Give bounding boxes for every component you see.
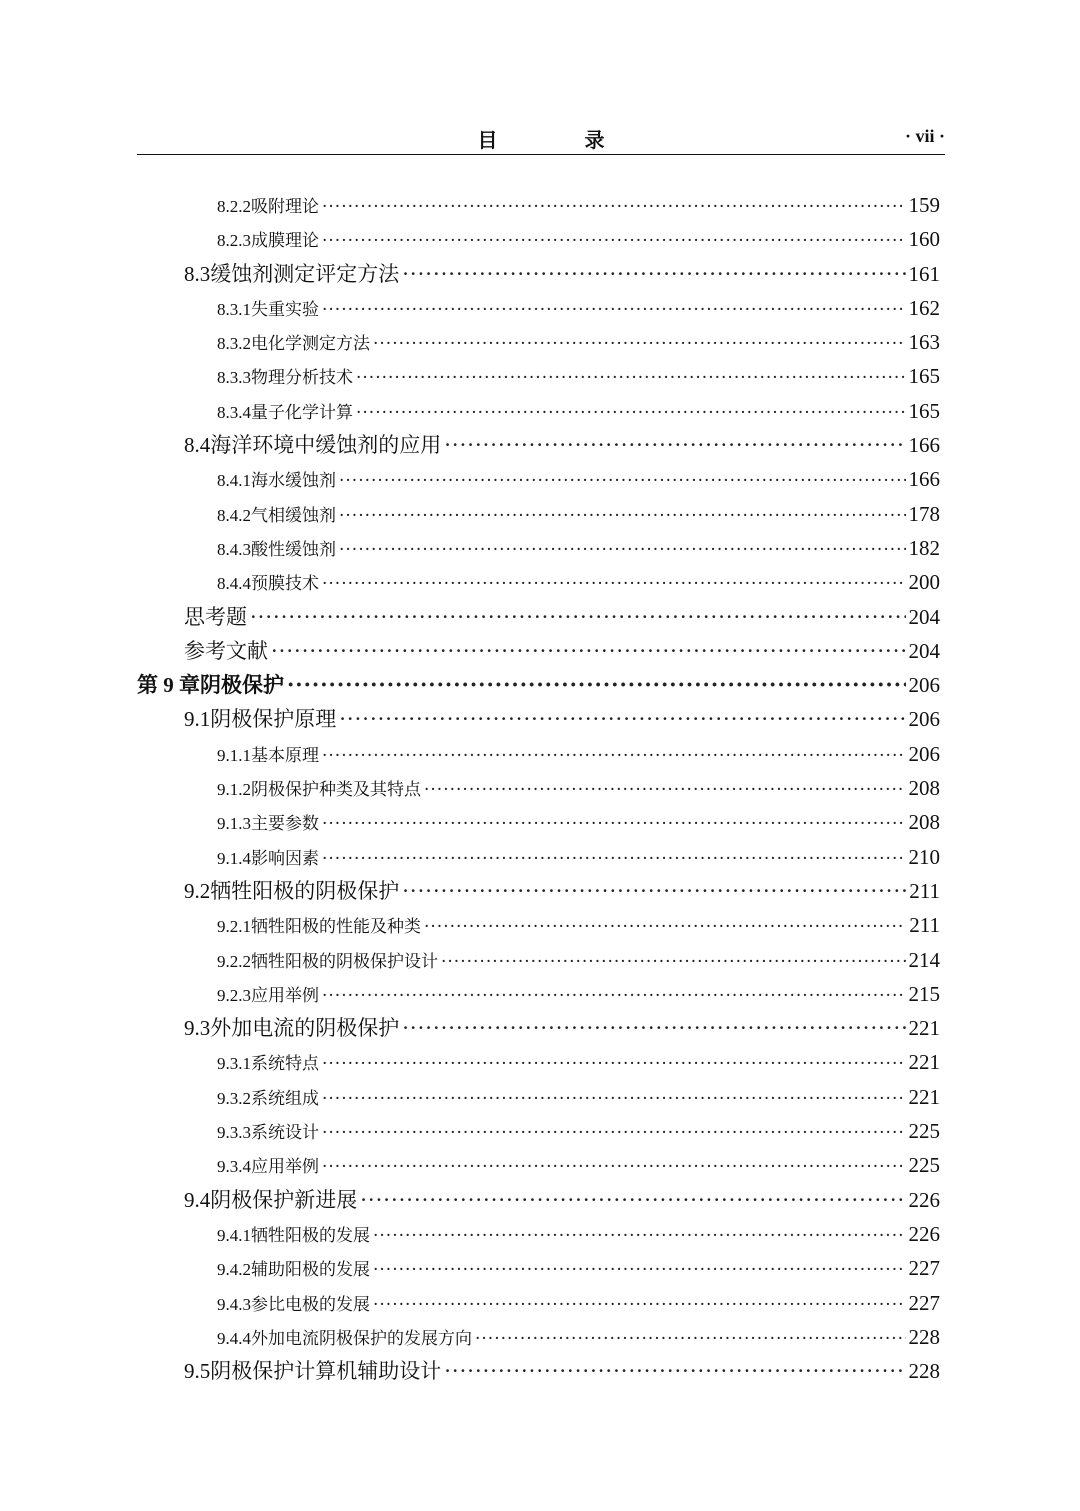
toc-entry-page: 227 bbox=[908, 1256, 940, 1281]
toc-entry[interactable] bbox=[137, 428, 940, 462]
toc-entry[interactable] bbox=[137, 1080, 940, 1114]
toc-entry-title: 参考文献 bbox=[184, 638, 268, 663]
header-title: 目 录 bbox=[477, 128, 645, 152]
toc-entry-number: 9.1.1 bbox=[217, 745, 251, 765]
toc-entry[interactable] bbox=[137, 1286, 940, 1320]
toc-leader-dots bbox=[360, 1183, 905, 1217]
toc-leader-dots bbox=[322, 1047, 906, 1081]
toc-entry-page: 178 bbox=[908, 501, 940, 526]
toc-entry[interactable] bbox=[137, 325, 940, 359]
toc-entry-title: 影响因素 bbox=[251, 848, 319, 869]
header-page-number: · vii · bbox=[904, 126, 945, 146]
toc-leader-dots bbox=[250, 600, 906, 634]
toc-entry-number: 9.4.3 bbox=[217, 1294, 251, 1314]
toc-entry-title: 酸性缓蚀剂 bbox=[251, 539, 336, 560]
toc-entry-number: 9.2 bbox=[184, 878, 211, 903]
toc-entry-number: 9.2.1 bbox=[217, 917, 251, 937]
toc-entry[interactable] bbox=[137, 497, 940, 531]
toc-leader-dots bbox=[322, 224, 906, 258]
toc-entry[interactable] bbox=[137, 291, 940, 325]
toc-entry[interactable] bbox=[137, 1320, 940, 1354]
toc-entry-number: 9.4.2 bbox=[217, 1260, 251, 1280]
toc-entry-title: 牺牲阳极的发展 bbox=[251, 1225, 370, 1246]
toc-entry-number: 9.1.3 bbox=[217, 814, 251, 834]
toc-entry-page: 225 bbox=[908, 1153, 940, 1178]
toc-entry-title: 主要参数 bbox=[251, 814, 319, 835]
toc-leader-dots bbox=[402, 874, 906, 908]
toc-entry-number: 8.4 bbox=[184, 433, 211, 458]
toc-entry-page: 221 bbox=[908, 1016, 940, 1041]
toc-entry-number: 8.4.3 bbox=[217, 539, 251, 559]
toc-entry[interactable] bbox=[137, 702, 940, 736]
toc-entry-page: 211 bbox=[909, 913, 940, 938]
toc-entry-page: 161 bbox=[908, 261, 940, 286]
toc-leader-dots bbox=[424, 910, 906, 944]
toc-entry[interactable] bbox=[137, 1114, 940, 1148]
toc-entry-title: 外加电流的阴极保护 bbox=[210, 1016, 400, 1041]
toc-entry-page: 227 bbox=[908, 1290, 940, 1315]
toc-entry-page: 165 bbox=[908, 398, 940, 423]
toc-entry-page: 182 bbox=[908, 535, 940, 560]
toc-entry-title: 成膜理论 bbox=[251, 231, 319, 252]
toc-entry[interactable] bbox=[137, 908, 940, 942]
toc-leader-dots bbox=[373, 1253, 906, 1287]
toc-entry-page: 208 bbox=[908, 776, 940, 801]
toc-leader-dots bbox=[322, 739, 906, 773]
toc-entry[interactable] bbox=[137, 1183, 940, 1217]
toc-entry-page: 162 bbox=[908, 295, 940, 320]
toc-entry-page: 228 bbox=[908, 1359, 940, 1384]
toc-entry-title: 气相缓蚀剂 bbox=[251, 505, 336, 526]
toc-entry-page: 226 bbox=[908, 1187, 940, 1212]
toc-entry-title: 失重实验 bbox=[251, 299, 319, 320]
toc-entry-page: 211 bbox=[909, 878, 940, 903]
toc-leader-dots bbox=[444, 428, 905, 462]
table-of-contents bbox=[137, 188, 940, 1388]
toc-entry-number: 9.1 bbox=[184, 707, 211, 732]
toc-entry-number: 8.3.4 bbox=[217, 402, 251, 422]
toc-entry-number: 第 9 章 bbox=[137, 673, 200, 698]
toc-entry-number: 9.3.2 bbox=[217, 1088, 251, 1108]
toc-entry-number: 9.4 bbox=[184, 1187, 211, 1212]
toc-entry[interactable] bbox=[137, 634, 940, 668]
toc-entry-page: 206 bbox=[908, 741, 940, 766]
toc-entry-page: 204 bbox=[908, 604, 940, 629]
toc-leader-dots bbox=[475, 1322, 906, 1356]
toc-entry-title: 电化学测定方法 bbox=[251, 334, 370, 355]
toc-entry-title: 牺牲阳极的阴极保护设计 bbox=[251, 951, 438, 972]
toc-leader-dots bbox=[322, 1150, 906, 1184]
toc-leader-dots bbox=[402, 257, 905, 291]
toc-entry[interactable] bbox=[137, 771, 940, 805]
toc-entry-title: 物理分析技术 bbox=[251, 368, 353, 389]
toc-entry[interactable] bbox=[137, 737, 940, 771]
toc-entry-title: 外加电流阴极保护的发展方向 bbox=[251, 1328, 472, 1349]
toc-leader-dots bbox=[402, 1011, 905, 1045]
toc-entry-page: 221 bbox=[908, 1084, 940, 1109]
toc-leader-dots bbox=[339, 702, 905, 736]
toc-entry-title: 参比电极的发展 bbox=[251, 1294, 370, 1315]
toc-entry-page: 206 bbox=[908, 707, 940, 732]
toc-entry-number: 9.2.3 bbox=[217, 985, 251, 1005]
toc-entry-number: 9.2.2 bbox=[217, 951, 251, 971]
toc-leader-dots bbox=[356, 396, 906, 430]
toc-entry-page: 215 bbox=[908, 981, 940, 1006]
toc-entry-title: 阴极保护计算机辅助设计 bbox=[210, 1359, 442, 1384]
toc-entry-number: 8.4.4 bbox=[217, 574, 251, 594]
toc-entry[interactable] bbox=[137, 600, 940, 634]
toc-entry-number: 8.3.2 bbox=[217, 334, 251, 354]
toc-entry[interactable] bbox=[137, 188, 940, 222]
toc-leader-dots bbox=[339, 533, 906, 567]
toc-leader-dots bbox=[322, 293, 906, 327]
toc-entry-number: 8.4.1 bbox=[217, 471, 251, 491]
toc-leader-dots bbox=[322, 567, 906, 601]
toc-entry-title: 阴极保护 bbox=[200, 672, 284, 698]
toc-entry-number: 9.4.1 bbox=[217, 1225, 251, 1245]
toc-entry-title: 辅助阳极的发展 bbox=[251, 1260, 370, 1281]
toc-entry-page: 166 bbox=[908, 467, 940, 492]
toc-leader-dots bbox=[373, 327, 906, 361]
toc-entry[interactable] bbox=[137, 1148, 940, 1182]
toc-entry-number: 9.1.4 bbox=[217, 848, 251, 868]
toc-entry-title: 海水缓蚀剂 bbox=[251, 471, 336, 492]
toc-entry-number: 9.1.2 bbox=[217, 780, 251, 800]
toc-entry-title: 吸附理论 bbox=[251, 197, 319, 217]
toc-entry[interactable] bbox=[137, 1354, 940, 1388]
toc-leader-dots bbox=[322, 190, 906, 224]
toc-leader-dots bbox=[287, 668, 906, 702]
toc-entry-page: 214 bbox=[908, 947, 940, 972]
toc-entry-title: 应用举例 bbox=[251, 1157, 319, 1178]
toc-entry[interactable] bbox=[137, 1251, 940, 1285]
toc-entry-page: 165 bbox=[908, 364, 940, 389]
toc-entry[interactable] bbox=[137, 874, 940, 908]
toc-entry-title: 预膜技术 bbox=[251, 574, 319, 595]
toc-entry-page: 159 bbox=[908, 193, 940, 217]
toc-leader-dots bbox=[271, 634, 906, 668]
toc-entry-number: 8.2.3 bbox=[217, 231, 251, 251]
toc-entry[interactable] bbox=[137, 462, 940, 496]
toc-entry[interactable] bbox=[137, 805, 940, 839]
toc-leader-dots bbox=[322, 1082, 906, 1116]
toc-entry-title: 牺牲阳极的阴极保护 bbox=[210, 878, 400, 903]
toc-leader-dots bbox=[322, 807, 906, 841]
toc-leader-dots bbox=[339, 499, 906, 533]
toc-entry-title: 基本原理 bbox=[251, 745, 319, 766]
toc-entry-number: 8.2.2 bbox=[217, 197, 251, 216]
toc-entry-title: 海洋环境中缓蚀剂的应用 bbox=[210, 433, 442, 458]
toc-entry-page: 225 bbox=[908, 1119, 940, 1144]
toc-leader-dots bbox=[339, 464, 906, 498]
page-header bbox=[137, 118, 945, 155]
toc-leader-dots bbox=[441, 945, 906, 979]
toc-entry-page: 210 bbox=[908, 844, 940, 869]
toc-entry-page: 208 bbox=[908, 810, 940, 835]
toc-entry-page: 163 bbox=[908, 330, 940, 355]
toc-entry-page: 200 bbox=[908, 570, 940, 595]
toc-entry[interactable] bbox=[137, 1217, 940, 1251]
toc-entry[interactable] bbox=[137, 565, 940, 599]
toc-leader-dots bbox=[444, 1354, 905, 1388]
toc-leader-dots bbox=[356, 361, 906, 395]
toc-entry-page: 228 bbox=[908, 1324, 940, 1349]
toc-entry-number: 9.3.3 bbox=[217, 1123, 251, 1143]
toc-entry-title: 量子化学计算 bbox=[251, 402, 353, 423]
toc-entry-number: 9.3 bbox=[184, 1016, 211, 1041]
toc-leader-dots bbox=[322, 842, 906, 876]
toc-entry[interactable] bbox=[137, 359, 940, 393]
toc-entry-title: 思考题 bbox=[184, 604, 247, 629]
toc-entry-title: 阴极保护原理 bbox=[210, 707, 337, 732]
toc-entry-page: 221 bbox=[908, 1050, 940, 1075]
toc-entry-title: 系统特点 bbox=[251, 1054, 319, 1075]
toc-entry-page: 160 bbox=[908, 227, 940, 252]
toc-entry[interactable] bbox=[137, 668, 940, 702]
toc-leader-dots bbox=[424, 773, 906, 807]
toc-leader-dots bbox=[373, 1219, 906, 1253]
toc-entry-number: 8.3.1 bbox=[217, 299, 251, 319]
toc-entry-page: 204 bbox=[908, 638, 940, 663]
toc-entry-title: 阴极保护种类及其特点 bbox=[251, 780, 421, 801]
toc-entry-title: 系统设计 bbox=[251, 1123, 319, 1144]
toc-entry[interactable] bbox=[137, 943, 940, 977]
toc-entry-number: 9.3.4 bbox=[217, 1157, 251, 1177]
toc-entry[interactable] bbox=[137, 222, 940, 256]
toc-entry-number: 8.4.2 bbox=[217, 505, 251, 525]
toc-entry-title: 牺牲阳极的性能及种类 bbox=[251, 917, 421, 938]
toc-entry-title: 阴极保护新进展 bbox=[210, 1187, 358, 1212]
toc-entry-page: 226 bbox=[908, 1221, 940, 1246]
toc-leader-dots bbox=[322, 1116, 906, 1150]
toc-entry[interactable] bbox=[137, 840, 940, 874]
toc-entry[interactable] bbox=[137, 1011, 940, 1045]
toc-entry[interactable] bbox=[137, 257, 940, 291]
toc-entry-number: 8.3 bbox=[184, 261, 211, 286]
toc-entry[interactable] bbox=[137, 531, 940, 565]
toc-leader-dots bbox=[322, 979, 906, 1013]
toc-entry-title: 系统组成 bbox=[251, 1088, 319, 1109]
toc-entry[interactable] bbox=[137, 394, 940, 428]
toc-entry[interactable] bbox=[137, 977, 940, 1011]
toc-entry-number: 8.3.3 bbox=[217, 368, 251, 388]
toc-entry[interactable] bbox=[137, 1045, 940, 1079]
toc-entry-number: 9.4.4 bbox=[217, 1328, 251, 1348]
toc-entry-number: 9.5 bbox=[184, 1359, 211, 1384]
toc-entry-number: 9.3.1 bbox=[217, 1054, 251, 1074]
toc-entry-page: 166 bbox=[908, 433, 940, 458]
toc-entry-page: 206 bbox=[908, 673, 940, 698]
toc-entry-title: 应用举例 bbox=[251, 985, 319, 1006]
toc-leader-dots bbox=[373, 1288, 906, 1322]
toc-entry-title: 缓蚀剂测定评定方法 bbox=[210, 261, 400, 286]
